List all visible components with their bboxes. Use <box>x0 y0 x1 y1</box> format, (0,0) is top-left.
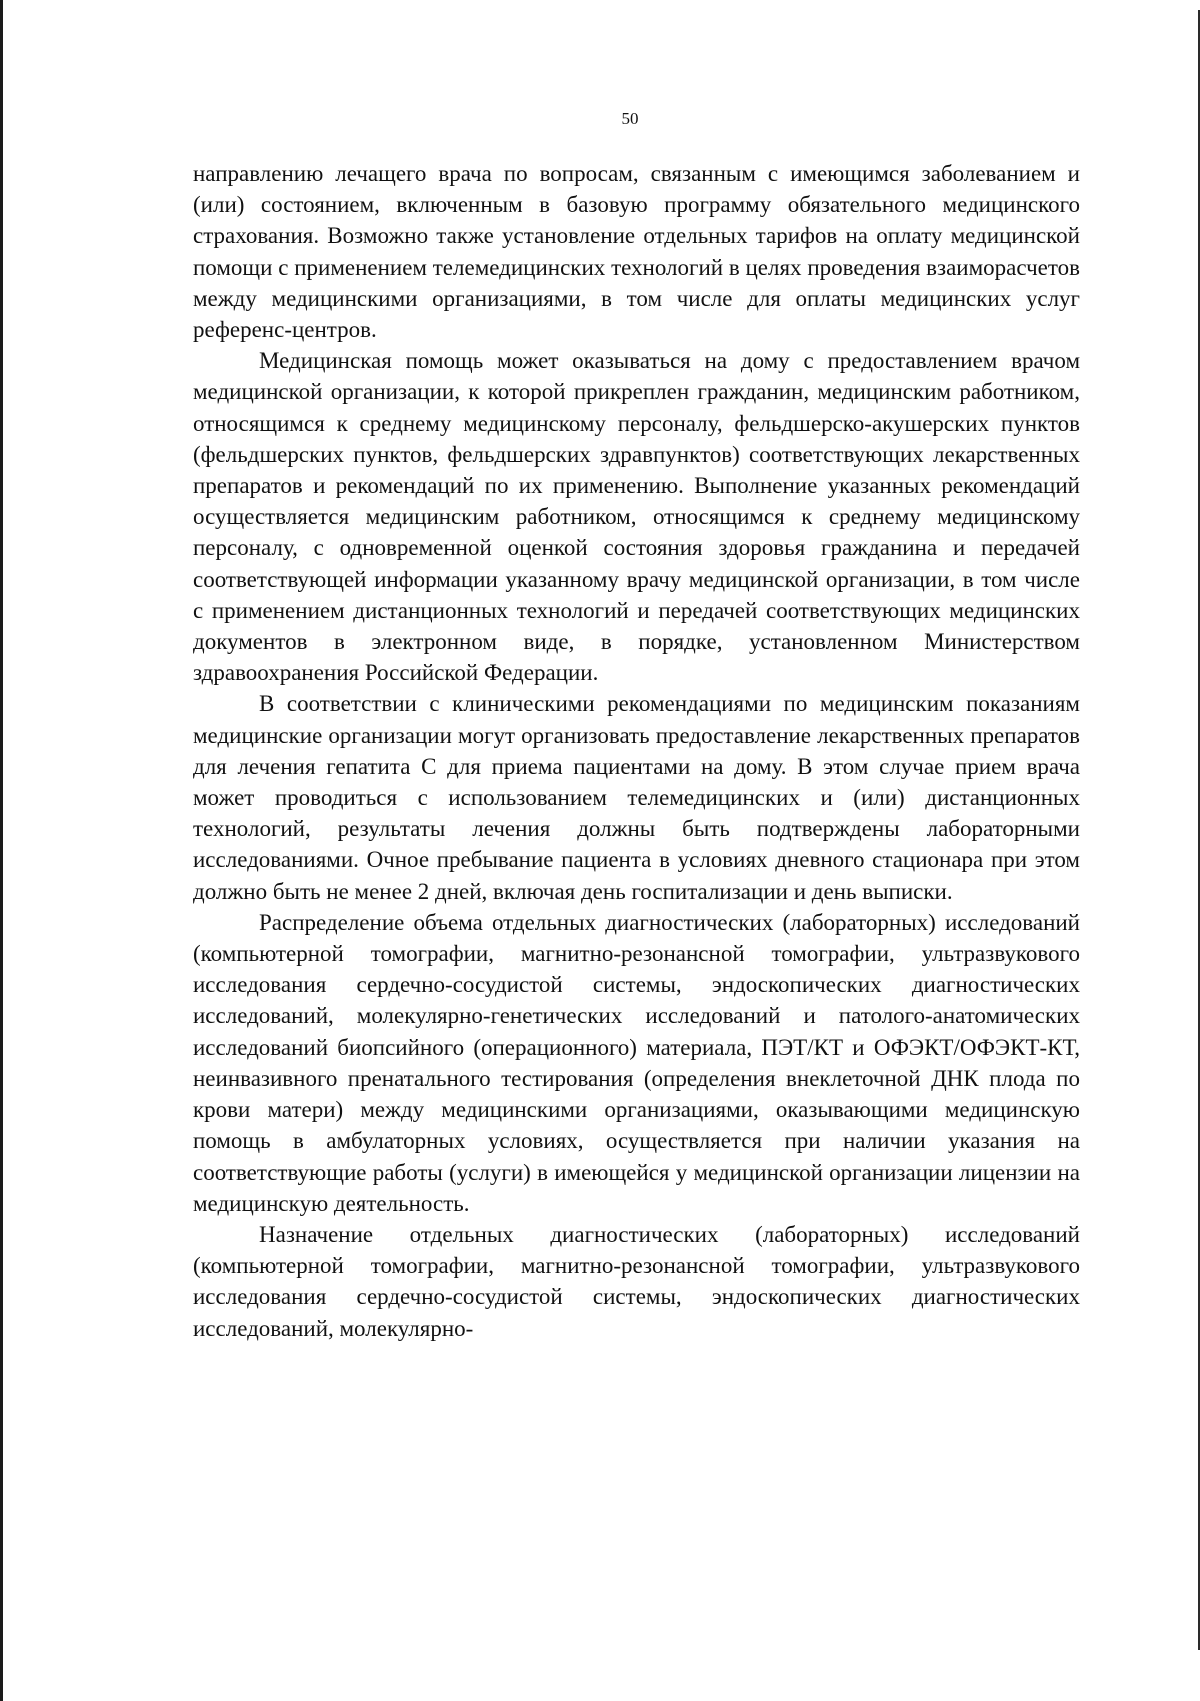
paragraph-home-care: Медицинская помощь может оказываться на дому с предоставлением врачом медицинской организации, к которой прикреплен гражданин, медицинским работником, относящимся к среднему медицинскому персоналу, фельдшерско-акушерских пунктов (фельдшерских пунктов, фельдшерских здравпунктов) соответствующих лекарственных препаратов и рекомендаций по их применению. Выполнение указанных рекомендаций осуществляется медицинским работником, относящимся к среднему медицинскому персоналу, с одновременной оценкой состояния здоровья гражданина и передачей соответствующей информации указанному врачу медицинской организации, в том числе с применением дистанционных технологий и передачей соответствующих медицинских документов в электронном виде, в порядке, установленном Министерством здравоохранения Российской Федерации. <box>193 348 1080 686</box>
paragraph-diagnostics-assignment: Назначение отдельных диагностических (лабораторных) исследований (компьютерной томографии, магнитно-резонансной томографии, ультразвукового исследования сердечно-сосудистой системы, эндоскопических диагностических исследований, молекулярно- <box>193 1221 1080 1341</box>
paragraph-hepatitis-c: В соответствии с клиническими рекомендациями по медицинским показаниям медицинские организации могут организовать предоставление лекарственных препаратов для лечения гепатита С для приема пациентами на дому. В этом случае прием врача может проводиться с использованием телемедицинских и (или) дистанционных технологий, результаты лечения должны быть подтверждены лабораторными исследованиями. Очное пребывание пациента в условиях дневного стационара при этом должно быть не менее 2 дней, включая день госпитализации и день выписки. <box>193 691 1080 904</box>
paragraph-diagnostics-distribution: Распределение объема отдельных диагностических (лабораторных) исследований (компьютерной томографии, магнитно-резонансной томографии, ультразвукового исследования сердечно-сосудистой системы, эндоскопических диагностических исследований, молекулярно-генетических исследований и патолого-анатомических исследований биопсийного (операционного) материала, ПЭТ/КТ и ОФЭКТ/ОФЭКТ-КТ, неинвазивного пренатального тестирования (определения внеклеточной ДНК плода по крови матери) между медицинскими организациями, оказывающими медицинскую помощь в амбулаторных условиях, осуществляется при наличии указания на соответствующие работы (услуги) в имеющейся у медицинской организации лицензии на медицинскую деятельность. <box>193 909 1080 1216</box>
scan-edge-left <box>0 0 3 1701</box>
paragraph-continuation: направлению лечащего врача по вопросам, связанным с имеющимся заболеванием и (или) состоянием, включенным в базовую программу обязательного медицинского страхования. Возможно также установление отдельных тарифов на оплату медицинской помощи с применением телемедицинских технологий в целях проведения взаиморасчетов между медицинскими организациями, в том числе для оплаты медицинских услуг референс-центров. <box>193 161 1080 343</box>
page-number: 50 <box>621 109 639 128</box>
document-body <box>193 158 1080 1344</box>
